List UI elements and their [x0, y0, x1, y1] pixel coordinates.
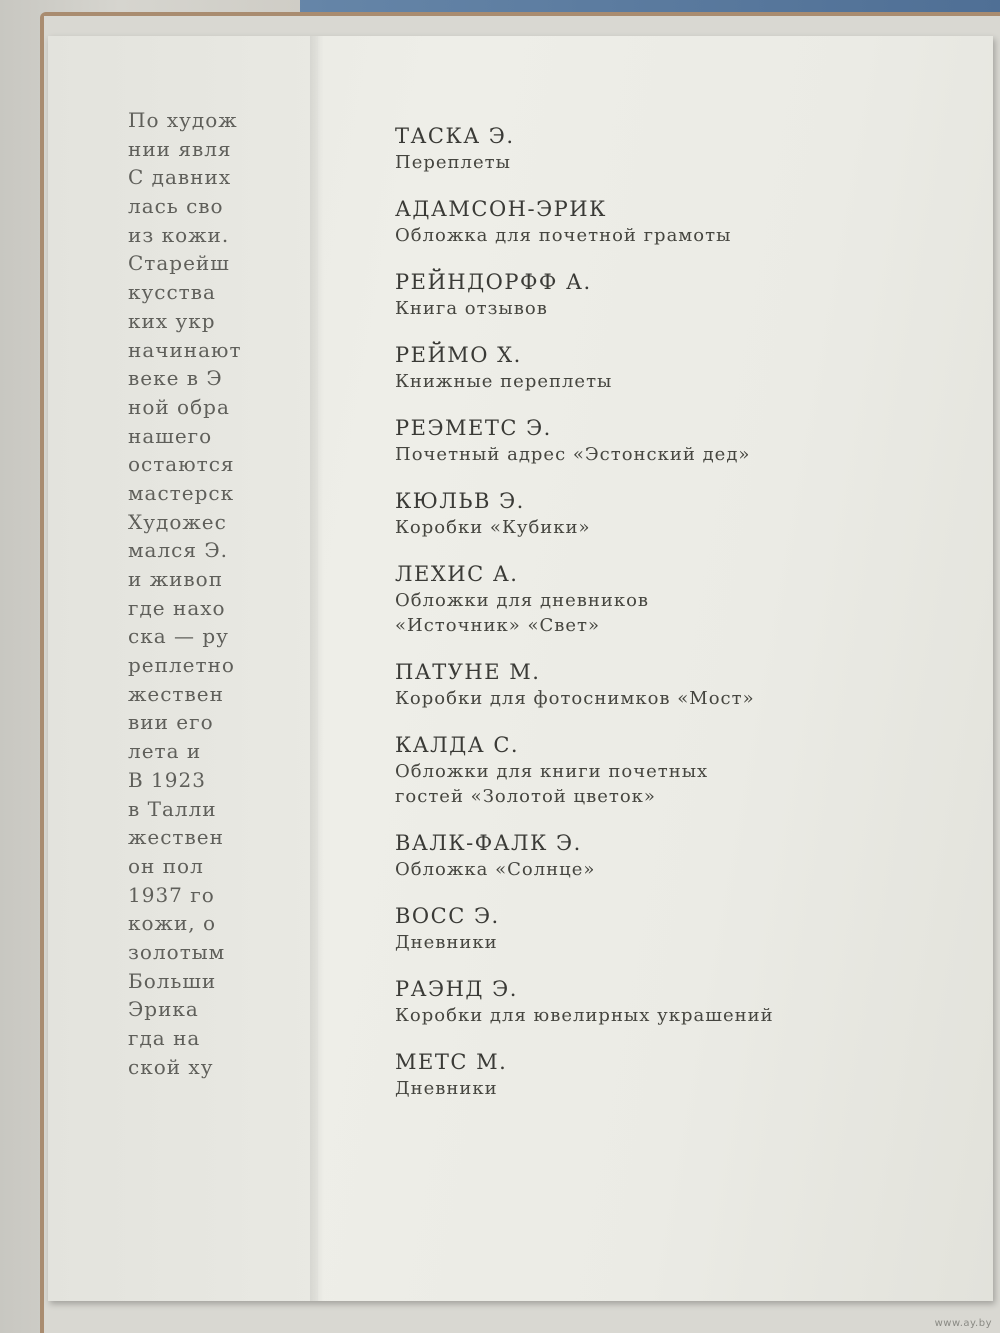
entry-author: ЛЕХИС А. [395, 562, 519, 586]
entry-title: Коробки для ювелирных украшений [395, 1005, 774, 1026]
underlay-line: ких укр [128, 308, 216, 333]
underlay-line: он пол [128, 853, 204, 878]
entry-title: Почетный адрес «Эстонский дед» [395, 444, 751, 465]
entry-author: КАЛДА С. [395, 733, 520, 757]
list-item [395, 902, 985, 955]
entry-author: ВАЛК-ФАЛК Э. [395, 831, 582, 855]
entry-author: КЮЛЬВ Э. [395, 489, 525, 513]
entry-author: МЕТС М. [395, 1050, 508, 1074]
underlay-line: Старейш [128, 251, 230, 276]
entry-title: Обложка для почетной грамоты [395, 225, 732, 246]
underlay-line: жествен [128, 681, 224, 706]
list-item [395, 829, 985, 882]
list-item [395, 731, 985, 809]
list-item [395, 975, 985, 1028]
underlay-line: нии явля [128, 136, 232, 161]
underlay-line: кожи, о [128, 911, 217, 936]
underlay-line: в Талли [128, 796, 217, 821]
entry-author: РЕЙМО Х. [395, 343, 522, 367]
list-item [395, 1048, 985, 1101]
watermark: www.ay.by [934, 1318, 992, 1329]
entry-author: РЕЙНДОРФФ А. [395, 270, 592, 294]
underlay-line: реплетно [128, 653, 235, 678]
entry-title: Книжные переплеты [395, 371, 613, 392]
document-page [48, 36, 993, 1301]
entry-author: РЕЭМЕТС Э. [395, 416, 552, 440]
entry-author: РАЭНД Э. [395, 977, 518, 1001]
underlay-line: Эрика [128, 997, 199, 1022]
entry-title: Переплеты [395, 152, 511, 173]
page-fold-shadow [310, 36, 324, 1301]
entry-title: Обложки для книги почетных [395, 761, 709, 782]
underlay-line: По худож [128, 108, 238, 132]
underlay-line: лета и [128, 739, 202, 764]
underlay-line: Художес [128, 509, 227, 534]
underlay-line: где нахо [128, 595, 226, 620]
entry-title: Коробки «Кубики» [395, 517, 591, 538]
entry-author: АДАМСОН-ЭРИК [395, 197, 607, 221]
underlay-line: веке в Э [128, 366, 223, 391]
list-item [395, 560, 985, 638]
entry-title: «Источник» «Свет» [395, 615, 601, 636]
underlay-line: мался Э. [128, 538, 229, 563]
underlay-line: вии его [128, 710, 214, 735]
entry-author: ТАСКА Э. [395, 124, 515, 148]
underlay-line: С давних [128, 165, 232, 190]
entry-title: Коробки для фотоснимков «Мост» [395, 688, 755, 709]
entry-title: Дневники [395, 932, 498, 953]
entry-author: ВОСС Э. [395, 904, 500, 928]
list-item [395, 341, 985, 394]
entry-title: Книга отзывов [395, 298, 548, 319]
list-item [395, 122, 985, 175]
underlay-line: и живоп [128, 567, 224, 591]
underlay-line: начинают [128, 337, 242, 362]
underlay-line: мастерск [128, 480, 235, 505]
underlay-line: В 1923 [128, 767, 206, 792]
underlay-line: ной обра [128, 394, 230, 419]
underlay-line: Больши [128, 968, 217, 993]
underlay-line: ска — ру [128, 624, 229, 649]
underlay-line: лась сво [128, 194, 224, 219]
list-item [395, 268, 985, 321]
entry-title: Обложка «Солнце» [395, 859, 596, 880]
underlay-line: кусства [128, 280, 216, 305]
underlay-line: ской ху [128, 1054, 214, 1079]
underlay-line: 1937 го [128, 882, 215, 907]
underlay-line: нашего [128, 423, 213, 448]
underlay-line: гда на [128, 1026, 201, 1050]
entry-title: Дневники [395, 1078, 498, 1099]
list-item [395, 487, 985, 540]
entry-author: ПАТУНЕ М. [395, 660, 541, 684]
list-item [395, 195, 985, 248]
list-item [395, 414, 985, 467]
artist-works-list [395, 122, 985, 1121]
entry-title: Обложки для дневников [395, 590, 650, 611]
underlay-line: остаются [128, 452, 235, 477]
entry-title: гостей «Золотой цветок» [395, 786, 656, 807]
underlay-line: жествен [128, 825, 224, 850]
underlay-text-column [128, 106, 318, 1081]
list-item [395, 658, 985, 711]
underlay-line: золотым [128, 939, 226, 964]
underlay-line: из кожи. [128, 222, 230, 247]
